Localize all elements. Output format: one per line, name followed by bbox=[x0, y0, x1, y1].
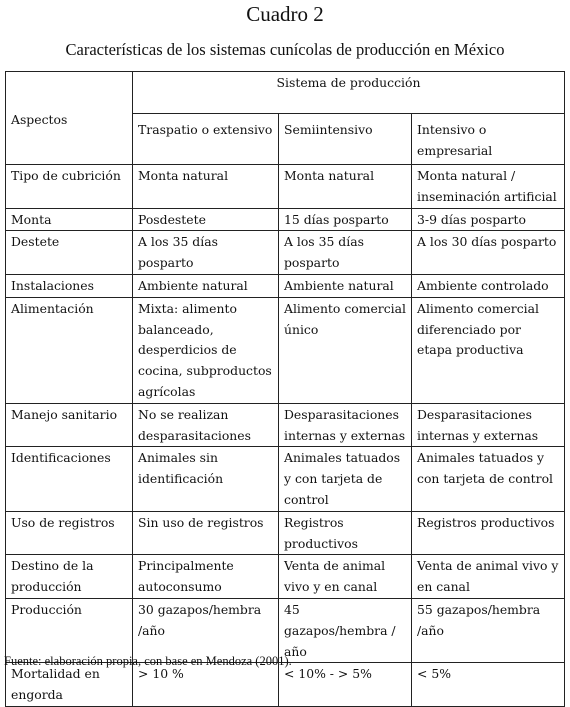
table-row bbox=[6, 447, 565, 511]
production-systems-table bbox=[5, 71, 565, 707]
column-header-semiintensivo: Semiintensivo bbox=[279, 114, 412, 165]
system-group-header: Sistema de producción bbox=[133, 72, 565, 114]
row-value-traspatio: Monta natural bbox=[133, 165, 279, 209]
row-value-traspatio: Animales sin identificación bbox=[133, 447, 279, 511]
row-aspect-cell: Mortalidad en engorda bbox=[6, 663, 133, 707]
row-value-intensivo: Desparasitaciones internas y externas bbox=[412, 403, 565, 447]
table-row bbox=[6, 297, 565, 403]
row-aspect-cell: Monta bbox=[6, 208, 133, 231]
row-value-semiintensivo: 15 días posparto bbox=[279, 208, 412, 231]
row-value-intensivo: < 5% bbox=[412, 663, 565, 707]
row-value-semiintensivo: < 10% - > 5% bbox=[279, 663, 412, 707]
row-value-semiintensivo: Registros productivos bbox=[279, 511, 412, 555]
row-value-traspatio: Posdestete bbox=[133, 208, 279, 231]
row-value-intensivo: Ambiente controlado bbox=[412, 274, 565, 297]
row-value-intensivo: Registros productivos bbox=[412, 511, 565, 555]
table-row bbox=[6, 165, 565, 209]
table-row bbox=[6, 555, 565, 599]
column-header-intensivo: Intensivo o empresarial bbox=[412, 114, 565, 165]
row-value-traspatio: 30 gazapos/hembra /año bbox=[133, 598, 279, 662]
header-row-group bbox=[6, 72, 565, 114]
row-value-semiintensivo: Ambiente natural bbox=[279, 274, 412, 297]
row-value-traspatio: Sin uso de registros bbox=[133, 511, 279, 555]
row-value-semiintensivo: Alimento comercial único bbox=[279, 297, 412, 403]
row-value-intensivo: Venta de animal vivo y en canal bbox=[412, 555, 565, 599]
row-value-intensivo: Monta natural / inseminación artificial bbox=[412, 165, 565, 209]
table-caption: Características de los sistemas cunícolas de producción en México bbox=[65, 40, 505, 59]
table-row bbox=[6, 231, 565, 275]
table-row bbox=[6, 403, 565, 447]
row-value-traspatio: Mixta: alimento balanceado, desperdicios de cocina, subproductos agrícolas bbox=[133, 297, 279, 403]
row-aspect-cell: Identificaciones bbox=[6, 447, 133, 511]
table-row bbox=[6, 208, 565, 231]
row-value-traspatio: A los 35 días posparto bbox=[133, 231, 279, 275]
row-aspect-cell: Destete bbox=[6, 231, 133, 275]
source-note: Fuente: elaboración propia, con base en Mendoza (2001). bbox=[4, 654, 292, 668]
table-row bbox=[6, 274, 565, 297]
table-row bbox=[6, 663, 565, 707]
row-value-intensivo: A los 30 días posparto bbox=[412, 231, 565, 275]
row-value-semiintensivo: Animales tatuados y con tarjeta de control bbox=[279, 447, 412, 511]
row-value-intensivo: Animales tatuados y con tarjeta de control bbox=[412, 447, 565, 511]
row-value-semiintensivo: Desparasitaciones internas y externas bbox=[279, 403, 412, 447]
row-aspect-cell: Alimentación bbox=[6, 297, 133, 403]
row-aspect-cell: Tipo de cubrición bbox=[6, 165, 133, 209]
table-number-title: Cuadro 2 bbox=[246, 2, 324, 26]
row-aspect-cell: Producción bbox=[6, 598, 133, 662]
row-value-intensivo: 55 gazapos/hembra /año bbox=[412, 598, 565, 662]
row-value-traspatio: No se realizan desparasitaciones bbox=[133, 403, 279, 447]
row-value-semiintensivo: A los 35 días posparto bbox=[279, 231, 412, 275]
row-aspect-cell: Destino de la producción bbox=[6, 555, 133, 599]
row-value-semiintensivo: Venta de animal vivo y en canal bbox=[279, 555, 412, 599]
row-value-semiintensivo: 45 gazapos/hembra / año bbox=[279, 598, 412, 662]
row-value-intensivo: Alimento comercial diferenciado por etapa productiva bbox=[412, 297, 565, 403]
row-value-traspatio: Ambiente natural bbox=[133, 274, 279, 297]
column-header-traspatio: Traspatio o extensivo bbox=[133, 114, 279, 165]
aspect-column-header: Aspectos bbox=[6, 72, 133, 165]
row-aspect-cell: Instalaciones bbox=[6, 274, 133, 297]
row-value-semiintensivo: Monta natural bbox=[279, 165, 412, 209]
table-row bbox=[6, 511, 565, 555]
row-value-traspatio: > 10 % bbox=[133, 663, 279, 707]
row-aspect-cell: Uso de registros bbox=[6, 511, 133, 555]
row-value-intensivo: 3-9 días posparto bbox=[412, 208, 565, 231]
row-aspect-cell: Manejo sanitario bbox=[6, 403, 133, 447]
row-value-traspatio: Principalmente autoconsumo bbox=[133, 555, 279, 599]
